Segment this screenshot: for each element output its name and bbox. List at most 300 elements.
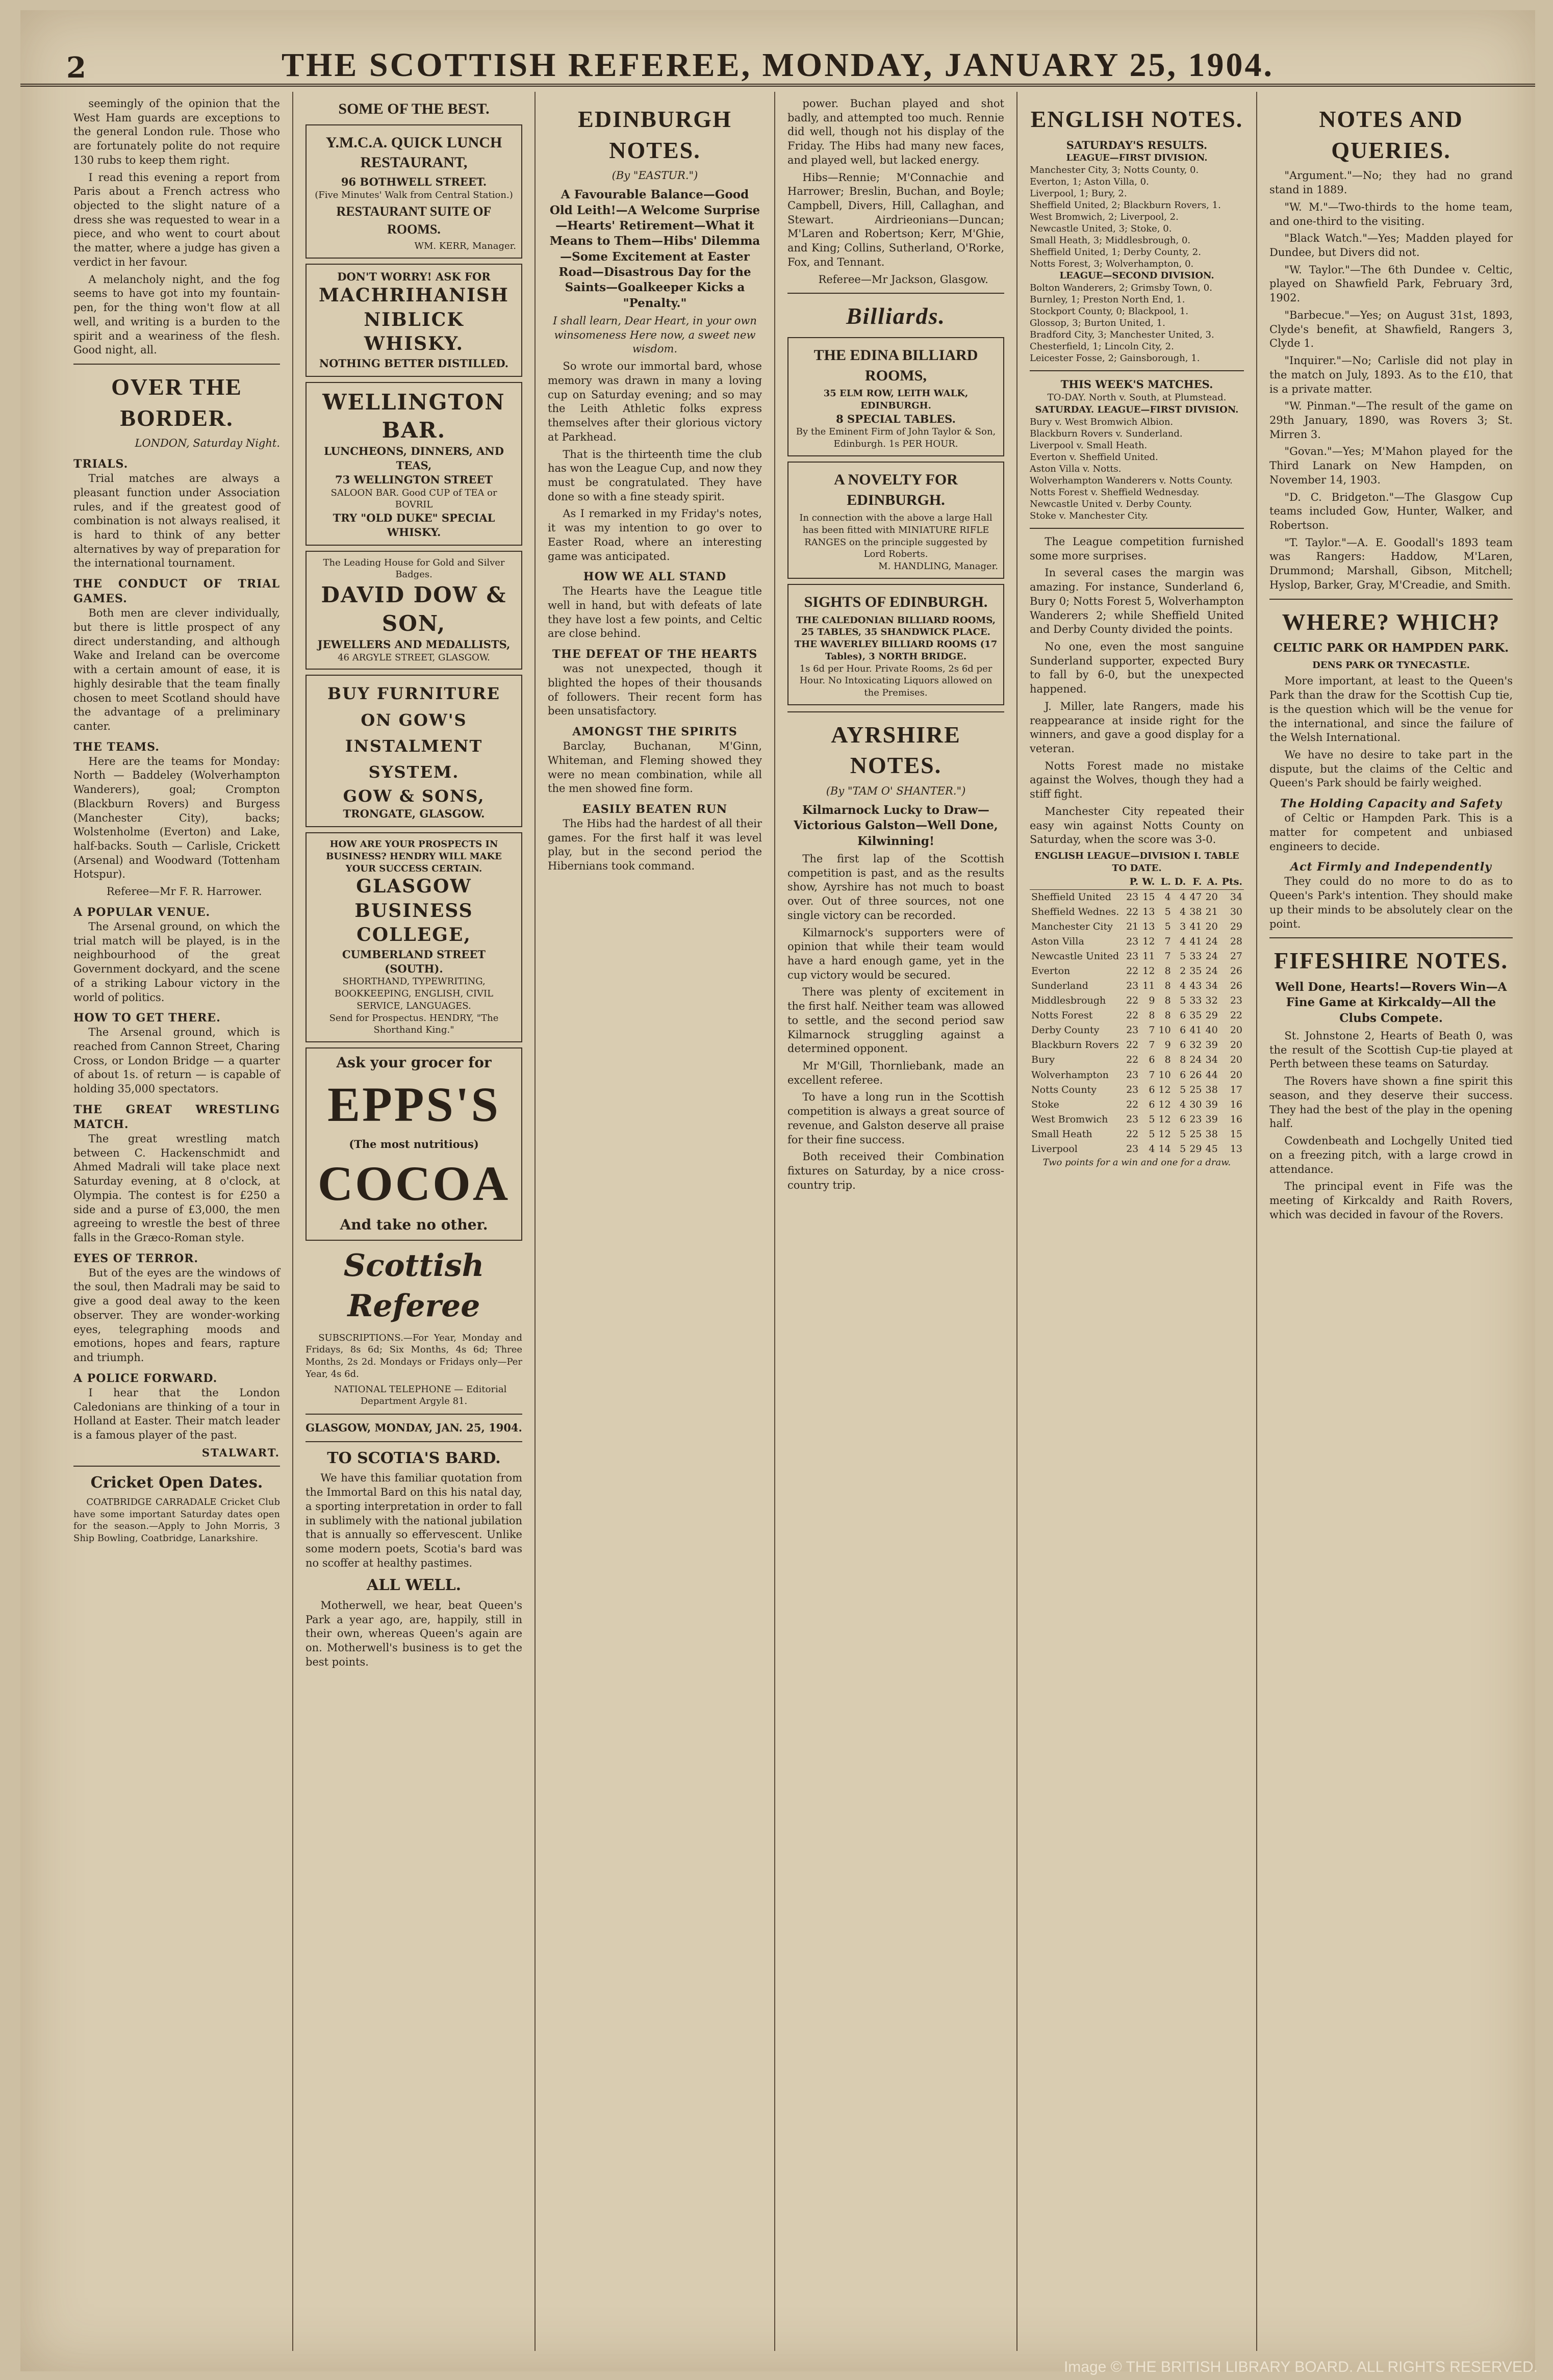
divider (305, 1441, 522, 1442)
column-text: More important, at least to the Queen's Park than the draw for the Scottish Cup tie, is the question which will be the venue for the international, and since the failure of the Welsh International. (1269, 675, 1513, 744)
advert-title: DAVID DOW & SON, (321, 582, 507, 636)
table-cell: 23 (1126, 935, 1139, 947)
table-cell: 8 (1164, 995, 1171, 1007)
table-row (1030, 1112, 1244, 1127)
table-header-cell: L. (1156, 875, 1172, 890)
table-cell: 39 (1205, 1098, 1218, 1110)
deck: CELTIC PARK OR HAMPDEN PARK. (1273, 641, 1509, 655)
advert-gow-furniture (305, 675, 522, 827)
matches-today: TO-DAY. North v. South, at Plumstead. (1047, 392, 1227, 403)
column-text: I read this evening a report from Paris about a French actress who objected to the slight nature of a dress she was requested to wear in a piece, and who went to court about the matter, where a judge has given a verdict in her favour. (73, 171, 280, 268)
subhead: THE GREAT WRESTLING MATCH. (73, 1103, 280, 1131)
result-line: Burnley, 1; Preston North End, 1. (1030, 294, 1185, 305)
column-text: Kilmarnock's supporters were of opinion that while their team would have a hard enough game, yet in the cup victory would be secured. (787, 926, 1004, 981)
column-text: The first lap of the Scottish competition is past, and as the results show, Ayrshire has not much to boast over. Out of three sources, not one single victory can be recorded. (787, 852, 1004, 922)
table-cell: 22 (1126, 1098, 1139, 1110)
table-cell: 22 (1230, 1010, 1242, 1021)
table-cell: 35 (1189, 965, 1202, 977)
query-answer: "Govan."—Yes; M'Mahon played for the Third Lanark on New Hampden, on November 14, 1903. (1269, 445, 1513, 486)
table-cell: 47 (1189, 891, 1202, 903)
column-text: To have a long run in the Scottish competition is always a great source of revenue, and Galston deserve all praise for their fine success. (787, 1091, 1004, 1146)
subhead: AMONGST THE SPIRITS (572, 725, 737, 739)
advert-note: 1s 6d per Hour. Private Rooms, 2s 6d per Hour. No Intoxicating Liquors allowed on the Premises. (799, 663, 992, 698)
column-text: COATBRIDGE CARRADALE Cricket Club have some important Saturday dates open for the season.—Apply to John Morris, 3 Ship Bowling, Coatbridge, Lanarkshire. (73, 1496, 280, 1544)
column-text: Both men are clever individually, but there is little prospect of any direct understanding, and although Wake and Ireland can be overcome with a certain amount of ease, it is highly desirable that the team finally chosen to meet Scotland should have the advantage of a preliminary canter. (73, 607, 280, 732)
table-cell: 23 (1126, 1084, 1139, 1095)
result-line: Sheffield United, 1; Derby County, 2. (1030, 247, 1201, 258)
table-row (1030, 949, 1244, 964)
column-text: So wrote our immortal bard, whose memory was drawn in many a loving cup on Saturday evening; and so may the Leith Athletic folks express themselves after their glorious victory at Parkhead. (548, 360, 762, 443)
table-cell: 23 (1126, 1113, 1139, 1125)
advert-epps-cocoa (305, 1047, 522, 1241)
column-text: The Hibs had the hardest of all their games. For the first half it was level play, but in the second period the Hibernians took command. (548, 817, 762, 873)
table-cell: 12 (1158, 1084, 1171, 1095)
table-cell: 16 (1230, 1098, 1242, 1110)
league-heading: LEAGUE—FIRST DIVISION. (1066, 152, 1208, 164)
table-row (1030, 1008, 1244, 1023)
column-text: A melancholy night, and the fog seems to have got into my fountain-pen, for the thing won't flow at all well, and writing is a burden to the spirit and a weariness of the flesh. Good night, all. (73, 273, 280, 356)
fixture-line: Liverpool v. Small Heath. (1030, 440, 1148, 451)
masthead (20, 10, 1535, 87)
section-title: WHERE? WHICH? (1282, 608, 1500, 635)
advert-title: SIGHTS OF EDINBURGH. (804, 593, 988, 610)
column-text: The Arsenal ground, on which the trial match will be played, is in the neighbourhood of the great Government dockyard, and the scene of a striking Labour victory in the world of politics. (73, 920, 280, 1004)
subhead: HOW TO GET THERE. (73, 1011, 221, 1025)
subscription-info: SUBSCRIPTIONS.—For Year, Monday and Fridays, 8s 6d; Six Months, 4s 6d; Three Months, 2s 2d. Mondays or Fridays only—Per Year, 4s 6d. (305, 1332, 522, 1379)
table-cell: 23 (1126, 1069, 1139, 1081)
column-text: Here are the teams for Monday: North — Baddeley (Wolverhampton Wanderers), goal; Crompton (Blackburn Rovers) and Burgess (Manchester City), backs; Wolstenholme (Everton) and Lake, half-backs. South — Carlisle, Crickett (Arsenal) and Woodward (Tottenham Hotspur). (73, 755, 280, 881)
section-title: ALL WELL. (366, 1576, 462, 1595)
table-cell: 20 (1205, 891, 1218, 903)
result-line: Stockport County, 0; Blackpool, 1. (1030, 306, 1189, 317)
table-cell: 11 (1142, 950, 1155, 962)
table-cell: 39 (1205, 1039, 1218, 1051)
matches-heading: THIS WEEK'S MATCHES. (1060, 378, 1213, 391)
table-cell: 26 (1189, 1069, 1202, 1081)
subhead: TRIALS. (73, 457, 129, 471)
table-header-cell: F. (1187, 875, 1203, 890)
table-header-cell: Pts. (1219, 875, 1244, 890)
league-heading: LEAGUE—SECOND DIVISION. (1059, 270, 1214, 281)
image-credit: Image © THE BRITISH LIBRARY BOARD. ALL RIGHTS RESERVED. (1063, 2359, 1538, 2375)
column-text: Motherwell, we hear, beat Queen's Park a year ago, are, happily, still in their own, whereas Queen's again are on. Motherwell's business is to get the best points. (305, 1599, 522, 1668)
table-cell: 38 (1189, 906, 1202, 917)
table-cell: 24 (1189, 1054, 1202, 1066)
issue-date: GLASGOW, MONDAY, JAN. 25, 1904. (305, 1421, 522, 1435)
divider (787, 711, 1004, 712)
table-header-cell: W. (1140, 875, 1156, 890)
table-row (1030, 1127, 1244, 1142)
advert-title: MACHRIHANISH NIBLICK WHISKY. (319, 285, 509, 355)
divider (1269, 599, 1513, 600)
table-cell: 5 (1164, 906, 1171, 917)
advert-sights-edinburgh (787, 584, 1004, 705)
table-cell: 39 (1205, 1113, 1218, 1125)
table-cell: Stoke (1031, 1098, 1059, 1110)
table-cell: 13 (1230, 1143, 1242, 1155)
column-text: J. Miller, late Rangers, made his reappearance at inside right for the winners, and gave a good display for a veteran. (1030, 700, 1244, 755)
fixture-line: Bury v. West Bromwich Albion. (1030, 416, 1174, 427)
advert-text: In connection with the above a large Hall has been fitted with MINIATURE RIFLE RANGES on the principle suggested by Lord Roberts. (799, 513, 992, 560)
referee-line: Referee—Mr Jackson, Glasgow. (818, 273, 988, 286)
table-cell: 34 (1205, 980, 1218, 992)
query-answer: "W. M."—Two-thirds to the home team, and one-third to the visiting. (1269, 200, 1513, 227)
table-cell: 23 (1126, 980, 1139, 992)
table-cell: 4 (1164, 891, 1171, 903)
league1-results (1030, 164, 1244, 270)
table-cell: 35 (1189, 1010, 1202, 1021)
table-header-row (1030, 875, 1244, 890)
table-header-cell: A. (1204, 875, 1219, 890)
table-cell: 9 (1149, 995, 1155, 1007)
table-cell: 25 (1189, 1128, 1202, 1140)
table-cell: Small Heath (1031, 1128, 1092, 1140)
table-cell: 32 (1205, 995, 1218, 1007)
table-cell: 12 (1158, 1098, 1171, 1110)
advert-line: TRY "OLD DUKE" SPECIAL WHISKY. (333, 511, 495, 539)
advert-title: WELLINGTON BAR. (322, 389, 505, 443)
table-cell: 40 (1205, 1025, 1218, 1036)
column-text: The Rovers have shown a fine spirit this season, and they deserve their success. They had the best of the play in the opening half. (1269, 1075, 1513, 1130)
column-text: In several cases the margin was amazing. For instance, Sunderland 6, Bury 0; Notts Forest 5, Wolverhampton Wanderers 2; while Sheffield United and Derby County divided the points. (1030, 567, 1244, 636)
dateline: LONDON, Saturday Night. (135, 437, 280, 450)
table-row (1030, 1053, 1244, 1067)
advert-address: 96 BOTHWELL STREET. (341, 175, 487, 188)
advert-manager: WM. KERR, Manager. (414, 240, 516, 251)
table-cell: 5 (1180, 1084, 1186, 1095)
table-cell: 20 (1230, 1039, 1242, 1051)
deck-sub: DENS PARK OR TYNECASTLE. (1312, 659, 1470, 671)
column-5 (1017, 92, 1257, 2351)
table-cell: 23 (1189, 1113, 1202, 1125)
quote: I shall learn, Dear Heart, in your own winsomeness Here now, a sweet new wisdom. (553, 315, 757, 355)
result-line: Sheffield United, 2; Blackburn Rovers, 1. (1030, 200, 1221, 211)
table-cell: 6 (1180, 1010, 1186, 1021)
table-header-cell (1030, 875, 1124, 890)
divider (1030, 528, 1244, 529)
divider (1030, 370, 1244, 371)
advert-subtitle: LUNCHEONS, DINNERS, AND TEAS, (324, 445, 504, 472)
table-note: Two points for a win and one for a draw. (1042, 1157, 1231, 1168)
table-cell: Newcastle United (1031, 950, 1119, 962)
scottish-referee-logo: Scottish Referee (343, 1248, 485, 1324)
results-heading: SATURDAY'S RESULTS. (1066, 138, 1208, 151)
table-cell: 26 (1230, 980, 1242, 992)
table-cell: 6 (1149, 1084, 1155, 1095)
table-cell: 12 (1158, 1128, 1171, 1140)
table-cell: 7 (1149, 1039, 1155, 1051)
subhead: EASILY BEATEN RUN (582, 802, 728, 816)
divider (73, 1466, 280, 1467)
subhead: The Holding Capacity and Safety (1280, 797, 1503, 811)
subhead: THE DEFEAT OF THE HEARTS (552, 648, 758, 661)
table-cell: 20 (1205, 920, 1218, 932)
query-answer: "Black Watch."—Yes; Madden played for Dundee, but Divers did not. (1269, 232, 1513, 259)
column-1 (61, 92, 293, 2351)
column-2 (293, 92, 536, 2351)
table-cell: 29 (1205, 1010, 1218, 1021)
query-answer: "W. Taylor."—The 6th Dundee v. Celtic, played on Shawfield Park, February 3rd, 1902. (1269, 263, 1513, 304)
table-cell: 30 (1230, 906, 1242, 917)
table-cell: 4 (1180, 980, 1186, 992)
table-row (1030, 1083, 1244, 1097)
advert-line: DON'T WORRY! ASK FOR (337, 270, 491, 283)
divider (1269, 937, 1513, 938)
table-cell: 22 (1126, 1010, 1139, 1021)
table-cell: 4 (1149, 1143, 1155, 1155)
section-title: OVER THE BORDER. (111, 373, 242, 431)
team-lineups: Hibs—Rennie; M'Connachie and Harrower; Breslin, Buchan, and Boyle; Campbell, Divers, Hill, Callaghan, and Stewart. Airdrieonians—Duncan; M'Laren and Robertson; Kerr, M'Ghie, and King; Collins, Sutherland, O'Rorke, Fox, and Tennant. (787, 171, 1004, 268)
column-text: Notts Forest made no mistake against the Wolves, though they had a stiff fight. (1030, 759, 1244, 801)
table-row (1030, 905, 1244, 919)
table-cell: 11 (1142, 980, 1155, 992)
table-cell: 33 (1189, 950, 1202, 962)
advert-title: Y.M.C.A. QUICK LUNCH RESTAURANT, (325, 134, 502, 171)
column-text: St. Johnstone 2, Hearts of Beath 0, was the result of the Scottish Cup-tie played at Perth between these teams on Saturday. (1269, 1030, 1513, 1070)
table-row (1030, 1023, 1244, 1038)
table-cell: 10 (1158, 1069, 1171, 1081)
table-cell: 23 (1126, 1025, 1139, 1036)
table-cell: 17 (1230, 1084, 1242, 1095)
byline: (By "TAM O' SHANTER.") (826, 785, 966, 798)
table-cell: 24 (1205, 935, 1218, 947)
table-cell: 43 (1189, 980, 1202, 992)
table-row (1030, 1038, 1244, 1053)
table-cell: 8 (1149, 1010, 1155, 1021)
table-cell: 38 (1205, 1128, 1218, 1140)
table-cell: Notts Forest (1031, 1010, 1093, 1021)
referee-line: Referee—Mr F. R. Harrower. (106, 885, 262, 898)
newspaper-page (20, 10, 1535, 2371)
table-cell: 41 (1189, 920, 1202, 932)
table-cell: Middlesbrough (1031, 995, 1106, 1007)
matches-saturday: SATURDAY. LEAGUE—FIRST DIVISION. (1035, 404, 1239, 415)
table-cell: 5 (1180, 950, 1186, 962)
table-cell: 3 (1180, 920, 1186, 932)
column-text: The principal event in Fife was the meeting of Kirkcaldy and Raith Rovers, which was decided in favour of the Rovers. (1269, 1180, 1513, 1221)
column-text: Trial matches are always a pleasant function under Association rules, and if the greatest good of combination is not always realised, it is hard to think of any better alternatives by way of preparation for the international tournament. (73, 472, 280, 570)
table-cell: 45 (1205, 1143, 1218, 1155)
table-cell: Wolverhampton (1031, 1069, 1109, 1081)
matches-list (1030, 416, 1244, 522)
advert-edina-billiards (787, 337, 1004, 456)
result-line: West Bromwich, 2; Liverpool, 2. (1030, 212, 1179, 223)
advert-address: TRONGATE, GLASGOW. (343, 807, 485, 821)
table-cell: 26 (1230, 965, 1242, 977)
table-row (1030, 979, 1244, 993)
subhead: A POPULAR VENUE. (73, 905, 211, 919)
table-cell: 15 (1142, 891, 1155, 903)
table-row (1030, 993, 1244, 1008)
ads-heading: SOME OF THE BEST. (338, 100, 490, 117)
result-line: Notts Forest, 3; Wolverhampton, 0. (1030, 259, 1194, 270)
table-cell: 7 (1149, 1069, 1155, 1081)
table-cell: 8 (1164, 980, 1171, 992)
table-cell: 21 (1126, 920, 1139, 932)
column-4 (775, 92, 1017, 2351)
result-line: Bradford City, 3; Manchester United, 3. (1030, 329, 1214, 341)
advert-title: EPPS'S (327, 1077, 500, 1132)
table-cell: 29 (1230, 920, 1242, 932)
table-row (1030, 1142, 1244, 1157)
column-text: The Hearts have the League title well in hand, but with defeats of late they have lost a few points, and Celtic are close behind. (548, 585, 762, 640)
signature: STALWART. (201, 1446, 280, 1459)
advert-line: (The most nutritious) (349, 1137, 479, 1150)
table-cell: 16 (1230, 1113, 1242, 1125)
table-cell: 13 (1142, 920, 1155, 932)
divider (73, 364, 280, 365)
advert-subtitle: RESTAURANT SUITE OF ROOMS. (336, 204, 492, 237)
table-cell: 34 (1230, 891, 1242, 903)
query-answer: "T. Taylor."—A. E. Goodall's 1893 team was Rangers: Haddow, M'Laren, Drummond; Marshall, Gibson, Mitchell; Hyslop, Barker, Gray, M'Creadie, and Smith. (1269, 536, 1513, 591)
section-title: EDINBURGH NOTES. (578, 106, 732, 163)
table-cell: 8 (1164, 1054, 1171, 1066)
column-text: The League competition furnished some more surprises. (1030, 535, 1244, 562)
table-cell: Sunderland (1031, 980, 1088, 992)
result-line: Newcastle United, 3; Stoke, 0. (1030, 223, 1172, 235)
table-cell: 22 (1126, 1039, 1139, 1051)
table-cell: 23 (1126, 950, 1139, 962)
table-cell: 14 (1158, 1143, 1171, 1155)
table-cell: 32 (1189, 1039, 1202, 1051)
column-text: Manchester City repeated their easy win against Notts County on Saturday, when the score was 3-0. (1030, 805, 1244, 846)
advert-note: SALOON BAR. Good CUP of TEA or BOVRIL (330, 487, 497, 510)
page-number: 2 (66, 51, 86, 85)
advert-title: THE EDINA BILLIARD ROOMS, (813, 347, 978, 384)
table-header-cell: P. (1124, 875, 1140, 890)
table-cell: 22 (1126, 965, 1139, 977)
table-cell: 23 (1126, 1143, 1139, 1155)
table-cell: 20 (1230, 1025, 1242, 1036)
section-title: ENGLISH NOTES. (1030, 106, 1243, 132)
fixture-line: Newcastle United v. Derby County. (1030, 498, 1192, 509)
table-cell: Sheffield United (1031, 891, 1111, 903)
advert-wellington-bar (305, 382, 522, 546)
table-cell: 33 (1189, 995, 1202, 1007)
table-cell: 7 (1164, 935, 1171, 947)
table-cell: 4 (1180, 935, 1186, 947)
advert-note: Send for Prospectus. HENDRY, "The Shorthand King." (329, 1012, 499, 1036)
result-line: Leicester Fosse, 2; Gainsborough, 1. (1030, 353, 1200, 364)
column-text: seemingly of the opinion that the West Ham guards are exceptions to the general London rule. Those who are fortunately polite do not require 130 rubs to keep them right. (73, 97, 280, 166)
table-cell: 22 (1126, 1128, 1139, 1140)
columns (61, 92, 1515, 2351)
column-text: We have no desire to take part in the dispute, but the claims of the Celtic and Queen's Park should be fairly weighed. (1269, 748, 1513, 789)
table-row (1030, 934, 1244, 949)
table-cell: 6 (1180, 1113, 1186, 1125)
query-answer: "Barbecue."—Yes; on August 31st, 1893, Clyde's benefit, at Shawfield, Rangers 3, Clyde 1. (1269, 309, 1513, 350)
subhead: THE TEAMS. (73, 740, 160, 754)
queries-list (1269, 169, 1513, 592)
table-cell: 27 (1230, 950, 1242, 962)
advert-line: The Leading House for Gold and Silver Badges. (323, 557, 505, 580)
table-header-cell: D. (1173, 875, 1187, 890)
table-cell: 20 (1230, 1069, 1242, 1081)
table-cell: Bury (1031, 1054, 1055, 1066)
advert-subtitle: THE WAVERLEY BILLIARD ROOMS (17 Tables), 3 NORTH BRIDGE. (794, 639, 998, 662)
column-text: There was plenty of excitement in the first half. Neither team was allowed to settle, and the second period saw Kilmarnock struggling against a determined opponent. (787, 986, 1004, 1055)
table-cell: 8 (1164, 1010, 1171, 1021)
result-line: Everton, 1; Aston Villa, 0. (1030, 176, 1149, 188)
column-text: But of the eyes are the windows of the soul, then Madrali may be said to give a good deal away to the keen observer. They are wonder-working eyes, telegraphing moods and emotions, hopes and fears, rapture and triumph. (73, 1266, 280, 1364)
table-cell: 24 (1205, 965, 1218, 977)
table-cell: West Bromwich (1031, 1113, 1108, 1125)
column-text: Mr M'Gill, Thornliebank, made an excellent referee. (787, 1060, 1004, 1086)
section-title: TO SCOTIA'S BARD. (327, 1449, 501, 1467)
table-cell: 29 (1189, 1143, 1202, 1155)
table-row (1030, 919, 1244, 934)
table-cell: 24 (1205, 950, 1218, 962)
column-text: Cowdenbeath and Lochgelly United tied on a freezing pitch, with a large crowd in attendance. (1269, 1135, 1513, 1175)
table-cell: 6 (1149, 1054, 1155, 1066)
fixture-line: Wolverhampton Wanderers v. Notts County. (1030, 475, 1233, 486)
newspaper-title: THE SCOTTISH REFEREE, MONDAY, JANUARY 25, 1904. (282, 46, 1274, 84)
byline: (By "EASTUR.") (612, 169, 698, 182)
table-row (1030, 964, 1244, 979)
table-cell: Manchester City (1031, 920, 1113, 932)
advert-line: HOW ARE YOUR PROSPECTS IN BUSINESS? HENDRY WILL MAKE YOUR SUCCESS CERTAIN. (326, 839, 502, 874)
fixture-line: Blackburn Rovers v. Sunderland. (1030, 428, 1183, 439)
subhead: EYES OF TERROR. (73, 1251, 199, 1265)
deck: Well Done, Hearts!—Rovers Win—A Fine Game at Kirkcaldy—All the Clubs Compete. (1275, 980, 1507, 1025)
table-cell: 7 (1149, 1025, 1155, 1036)
deck: Kilmarnock Lucky to Draw—Victorious Galston—Well Done, Kilwinning! (794, 803, 998, 848)
table-cell: 4 (1180, 891, 1186, 903)
table-cell: 13 (1142, 906, 1155, 917)
advert-text: THE CALEDONIAN BILLIARD ROOMS, 25 TABLES, 35 SHANDWICK PLACE. (796, 615, 996, 638)
column-text: That is the thirteenth time the club has won the League Cup, and now they must be congratulated. They have done so with a fine steady spirit. (548, 448, 762, 503)
table-cell: 23 (1230, 995, 1242, 1007)
advert-title: GLASGOW BUSINESS COLLEGE, (354, 876, 473, 946)
column-text: I hear that the London Caledonians are thinking of a tour in Holland at Easter. Their match leader is a famous player of the past. (73, 1386, 280, 1441)
subhead: HOW WE ALL STAND (583, 570, 727, 584)
column-text: They could do no more to do as to Queen's Park's intention. They should make up their minds to be absolutely clear on the point. (1269, 875, 1513, 930)
advert-address: CUMBERLAND STREET (SOUTH). (342, 948, 486, 975)
table-cell: 4 (1180, 1098, 1186, 1110)
table-row (1030, 1097, 1244, 1112)
advert-address: 73 WELLINGTON STREET (335, 473, 493, 486)
result-line: Liverpool, 1; Bury, 2. (1030, 188, 1127, 199)
table-cell: 15 (1230, 1128, 1242, 1140)
table-cell: 9 (1164, 1039, 1171, 1051)
advert-business-college (305, 832, 522, 1042)
deck: A Favourable Balance—Good Old Leith!—A Welcome Surprise—Hearts' Retirement—What it Means to Them—Hibs' Dilemma—Some Excitement at Easter Road—Disastrous Day for the Saints—Goalkeeper Kicks a "Penalty." (549, 188, 760, 310)
column-text: was not unexpected, though it blighted the hopes of their thousands of followers. Their recent form has been unsatisfactory. (548, 662, 762, 718)
table-cell: 23 (1126, 891, 1139, 903)
table-cell: 30 (1189, 1098, 1202, 1110)
result-line: Glossop, 3; Burton United, 1. (1030, 318, 1165, 329)
table-cell: 5 (1149, 1128, 1155, 1140)
telephone-info: NATIONAL TELEPHONE — Editorial Department Argyle 81. (334, 1384, 507, 1407)
advert-name: GOW & SONS, (343, 786, 485, 806)
advert-subtitle: SHORTHAND, TYPEWRITING, BOOKKEEPING, ENGLISH, CIVIL SERVICE, LANGUAGES. (334, 976, 494, 1011)
table-cell: 34 (1205, 1054, 1218, 1066)
table-row (1030, 889, 1244, 905)
table-cell: 20 (1230, 1054, 1242, 1066)
column-6 (1257, 92, 1525, 2351)
table-cell: 5 (1180, 995, 1186, 1007)
column-text: Barclay, Buchanan, M'Ginn, Whiteman, and Fleming showed they were no mean combination, while all the men showed fine form. (548, 740, 762, 795)
section-title: NOTES AND QUERIES. (1319, 106, 1463, 163)
result-line: Small Heath, 3; Middlesbrough, 0. (1030, 235, 1191, 246)
table-cell: 10 (1158, 1025, 1171, 1036)
table-cell: 5 (1149, 1113, 1155, 1125)
table-cell: 4 (1180, 906, 1186, 917)
query-answer: "D. C. Bridgeton."—The Glasgow Cup teams included Gow, Hunter, Walker, and Robertson. (1269, 491, 1513, 531)
column-text: The great wrestling match between C. Hackenschmidt and Ahmed Madrali will take place next Saturday evening, at 8 o'clock, at Olympia. The contest is for £250 a side and a purse of £3,000, the men agreeing to wrestle the best of three falls in the Græco-Roman style. (73, 1132, 280, 1244)
result-line: Bolton Wanderers, 2; Grimsby Town, 0. (1030, 283, 1212, 294)
table-cell: Notts County (1031, 1084, 1097, 1095)
